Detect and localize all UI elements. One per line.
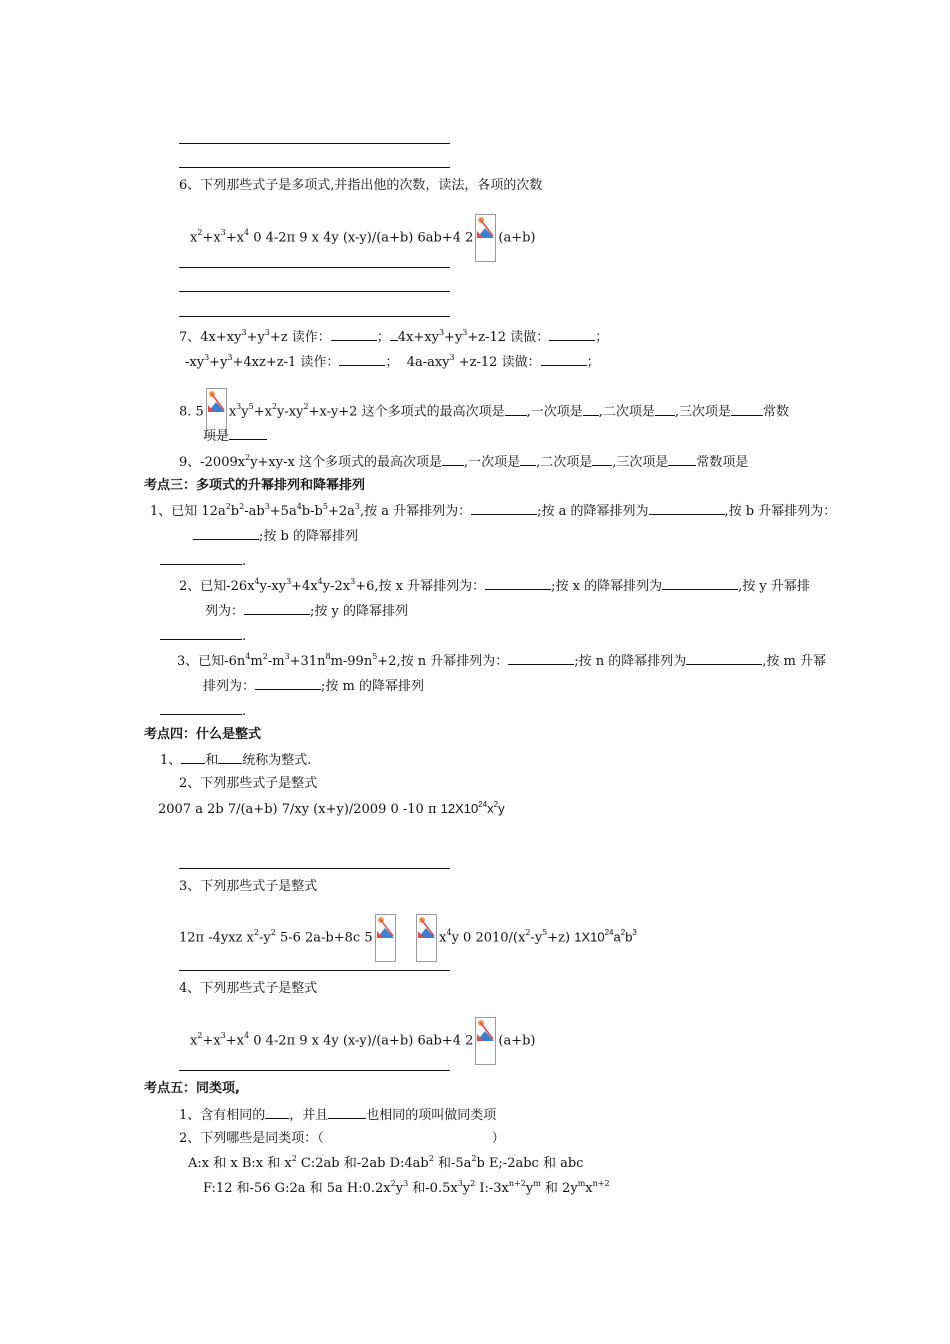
sup: 3 — [227, 352, 233, 362]
kp4-question-2 — [179, 775, 317, 793]
text: ，并且 — [289, 1108, 329, 1123]
blank[interactable] — [731, 402, 763, 416]
kp3-question-1-line-3 — [160, 551, 246, 571]
kp5-question-2 — [179, 1130, 505, 1148]
section-title-kp4 — [144, 726, 261, 744]
question-6-text: 6、下列那些式子是多项式,并指出他的次数，读法，各项的次数 — [179, 178, 543, 193]
blank[interactable] — [193, 526, 259, 540]
sup: 2 — [470, 1178, 476, 1188]
kp4-question-4-expressions — [190, 1017, 535, 1065]
text: y-xy — [259, 579, 287, 594]
sup: 2 — [271, 402, 278, 412]
sup: 5 — [372, 651, 378, 661]
blank[interactable] — [668, 452, 696, 466]
text: ； — [385, 355, 399, 370]
kp3-question-2-line-3 — [160, 626, 246, 646]
blank[interactable] — [549, 327, 595, 341]
broken-image-icon — [416, 914, 437, 962]
text: ； — [376, 330, 390, 345]
blank[interactable] — [686, 651, 762, 665]
text: ,二次项是 — [536, 455, 593, 470]
text: 1、已知 12a — [150, 504, 226, 519]
text: 项是 — [203, 429, 230, 444]
text: . — [242, 704, 247, 719]
text: y-2x — [322, 579, 351, 594]
text: y — [462, 1181, 471, 1196]
kp3-question-2-line-2 — [205, 601, 408, 621]
kp3-question-2 — [179, 576, 810, 596]
text: ,按 a 升幂排列为： — [359, 504, 472, 519]
text: ； — [595, 330, 609, 345]
text: y 0 2010/(x — [451, 930, 526, 946]
text: x — [190, 1033, 198, 1049]
text: 1、 — [160, 753, 182, 768]
text: b-b — [301, 504, 323, 519]
blank[interactable] — [541, 352, 587, 366]
sup: 5 — [248, 402, 254, 412]
kp3-question-3 — [177, 651, 826, 671]
sup: 2 — [525, 928, 531, 938]
blank[interactable] — [649, 501, 725, 515]
sup: 2 — [303, 402, 309, 412]
text: y-xy — [277, 404, 304, 420]
blank[interactable] — [244, 601, 310, 615]
text: I:-3x — [475, 1181, 509, 1196]
sup: 2 — [291, 1153, 297, 1163]
answer-line — [179, 970, 450, 971]
answer-line — [179, 167, 450, 168]
answer-line — [179, 316, 450, 317]
expr: 0 4-2π 9 x 4y (x-y)/(a+b) 6ab+4 2 — [249, 230, 474, 246]
answer-line — [179, 291, 450, 292]
blank[interactable] — [339, 352, 385, 366]
text: x — [487, 801, 494, 816]
broken-image-icon — [475, 1017, 496, 1065]
text: 2、已知-26x — [179, 579, 255, 594]
sup: 24 — [478, 799, 488, 809]
sup: n+2 — [508, 1178, 526, 1188]
sup: 2 — [270, 928, 276, 938]
text: ;按 m 的降幂排列 — [321, 679, 424, 694]
blank[interactable] — [328, 1105, 366, 1119]
text: +5a — [269, 504, 297, 519]
text: a — [613, 929, 621, 945]
text: 3、已知-6n — [177, 654, 246, 669]
text: y+xy-x 这个多项式的最高次项是 — [250, 455, 442, 470]
text: ;按 y 的降幂排列 — [310, 604, 409, 619]
text: 7、4x+xy — [179, 330, 242, 345]
text: ,三次项是 — [674, 404, 731, 420]
text: 和-0.5x — [408, 1181, 458, 1196]
text: 12π -4yxz x — [179, 930, 254, 946]
text: ,按 y 升幂排 — [738, 579, 810, 594]
sup: 3 — [350, 576, 356, 586]
text: ;按 a 的降幂排列为 — [537, 504, 649, 519]
blank[interactable] — [160, 626, 242, 640]
blank[interactable] — [655, 402, 675, 416]
text: ;按 b 的降幂排列 — [259, 529, 358, 544]
sup: 5 — [542, 928, 548, 938]
sup: 2 — [225, 501, 231, 511]
text: m — [250, 654, 263, 669]
kp4-question-2-expressions — [158, 800, 505, 819]
text: +x — [202, 1033, 221, 1049]
blank[interactable] — [442, 452, 464, 466]
blank[interactable] — [255, 676, 321, 690]
question-6 — [179, 177, 542, 195]
text: 8. 5 — [179, 404, 204, 420]
question-7-line-2 — [185, 352, 600, 372]
text: ,三次项是 — [612, 455, 669, 470]
kp3-question-1 — [150, 501, 836, 521]
blank[interactable] — [592, 452, 612, 466]
text: 2007 a 2b 7/(a+b) 7/xy (x+y)/2009 0 -10 π — [158, 802, 441, 817]
blank[interactable] — [160, 551, 242, 565]
blank[interactable] — [583, 402, 599, 416]
sup: 3 — [264, 501, 270, 511]
broken-image-icon — [475, 214, 496, 262]
blank[interactable] — [505, 402, 527, 416]
sup: 4 — [446, 928, 452, 938]
text: 2、下列那些式子是整式 — [179, 776, 318, 791]
text: +x-y+2 这个多项式的最高次项是 — [308, 404, 505, 420]
sup: m — [577, 1178, 586, 1188]
sup: 2 — [197, 228, 203, 238]
text: 9、-2009x — [179, 455, 246, 470]
sup: 3 — [632, 928, 637, 938]
blank[interactable] — [471, 501, 537, 515]
sup: n+2 — [592, 1178, 610, 1188]
text: +z 读作： — [269, 330, 331, 345]
text: x — [439, 930, 447, 946]
text: ,按 b 升幂排列为： — [724, 504, 837, 519]
sup: 8 — [325, 651, 331, 661]
text: ,二次项是 — [598, 404, 655, 420]
text: 考点三：多项式的升幂排列和降幂排列 — [144, 478, 366, 493]
answer-line — [179, 143, 450, 144]
expr: (a+b) — [498, 230, 536, 246]
expr: x — [190, 230, 198, 246]
kp3-question-3-line-3 — [160, 701, 246, 721]
sup: 4 — [254, 576, 260, 586]
text: ,一次项是 — [463, 455, 521, 470]
sup: 2 — [245, 452, 251, 462]
text: 12X10 — [440, 801, 479, 816]
blank[interactable] — [662, 576, 738, 590]
text: 3、下列那些式子是整式 — [179, 879, 318, 894]
text: +31n — [289, 654, 326, 669]
text: b — [230, 504, 240, 519]
text: 常数 — [763, 404, 790, 420]
text: m-99n — [330, 654, 373, 669]
question-7-line-1 — [179, 327, 608, 347]
blank[interactable] — [218, 750, 242, 764]
text: +x — [225, 1033, 244, 1049]
sup: 3 — [286, 576, 292, 586]
text: 和 — [205, 753, 219, 768]
text: 和-5a — [433, 1156, 472, 1171]
sup: 2 — [620, 928, 626, 938]
sup: 3 — [204, 352, 210, 362]
sup: 3 — [236, 402, 242, 412]
sup: 24 — [604, 928, 614, 938]
sup: 3 — [264, 327, 270, 337]
sup: 3 — [241, 327, 247, 337]
sup: 2 — [262, 651, 268, 661]
text: +y — [246, 330, 265, 345]
text: ;按 n 的降幂排列为 — [574, 654, 687, 669]
sup: 4 — [317, 576, 323, 586]
text: 4a-axy — [406, 355, 450, 370]
text: +z-12 读做： — [454, 355, 541, 370]
sup: 3 — [403, 1178, 409, 1188]
text: +4x — [291, 579, 318, 594]
text: A:x 和 x B:x 和 x — [188, 1156, 292, 1171]
blank[interactable] — [520, 452, 536, 466]
text: 0 4-2π 9 x 4y (x-y)/(a+b) 6ab+4 2 — [249, 1033, 474, 1049]
text: 5-6 2a-b+8c 5 — [275, 930, 373, 946]
text: +y — [444, 330, 463, 345]
sup: 3 — [284, 651, 290, 661]
text: +y — [209, 355, 228, 370]
text: 也相同的项叫做同类项 — [366, 1108, 497, 1123]
kp4-question-1 — [160, 750, 311, 770]
question-8 — [179, 388, 789, 436]
sup: 2 — [239, 501, 245, 511]
text: +4xz+z-1 读作： — [232, 355, 340, 370]
kp3-question-1-line-2 — [193, 526, 358, 546]
blank[interactable] — [485, 576, 551, 590]
text: +z) — [547, 930, 575, 946]
text: +x — [253, 404, 272, 420]
text: 4x+xy — [397, 330, 439, 345]
text: (a+b) — [498, 1033, 536, 1049]
text: 考点五：同类项, — [144, 1081, 240, 1096]
text: C:2ab 和-2ab D:4ab — [296, 1156, 429, 1171]
text: +6,按 x 升幂排列为： — [355, 579, 486, 594]
text: 常数项是 — [696, 455, 749, 470]
question-8-line-2 — [203, 426, 267, 446]
sup: 2 — [390, 1178, 396, 1188]
blank[interactable] — [265, 1105, 289, 1119]
kp4-question-3-expressions — [179, 914, 637, 962]
text: -m — [267, 654, 285, 669]
kp4-question-4 — [179, 980, 317, 998]
text: +z-12 读做： — [467, 330, 550, 345]
sup: 4 — [245, 651, 251, 661]
blank[interactable] — [229, 426, 267, 440]
kp5-question-1 — [179, 1105, 496, 1125]
kp4-question-3 — [179, 878, 317, 896]
question-6-expressions — [190, 214, 535, 262]
blank[interactable] — [331, 327, 377, 341]
sup: 4 — [244, 1031, 250, 1041]
text: 4、下列那些式子是整式 — [179, 981, 318, 996]
text: -ab — [244, 504, 265, 519]
blank[interactable] — [390, 327, 398, 341]
text: ;按 x 的降幂排列为 — [551, 579, 663, 594]
text: y — [395, 1181, 404, 1196]
sup: 3 — [449, 352, 455, 362]
text: y — [498, 801, 505, 816]
sup: 2 — [493, 799, 499, 809]
blank[interactable] — [508, 651, 574, 665]
blank[interactable] — [160, 701, 242, 715]
sup: 3 — [220, 228, 226, 238]
sup: 3 — [457, 1178, 463, 1188]
broken-image-icon — [375, 914, 396, 962]
text: +2a — [327, 504, 355, 519]
text: F:12 和-56 G:2a 和 5a H:0.2x — [203, 1181, 391, 1196]
expr: +x — [225, 230, 244, 246]
text: x — [228, 404, 237, 420]
text: b — [625, 929, 633, 945]
text: 考点四：什么是整式 — [144, 727, 262, 742]
answer-line — [179, 868, 450, 869]
text: ； — [586, 355, 600, 370]
text: -y — [530, 930, 543, 946]
text: ,按 m 升幂 — [762, 654, 826, 669]
sup: 3 — [220, 1031, 226, 1041]
blank[interactable] — [181, 750, 205, 764]
sup: 2 — [428, 1153, 434, 1163]
text: . — [242, 629, 247, 644]
sup: 2 — [471, 1153, 477, 1163]
text: y — [241, 404, 249, 420]
sup: 4 — [296, 501, 302, 511]
text: -xy — [185, 355, 205, 370]
sup: 3 — [462, 327, 468, 337]
kp5-options-2 — [203, 1180, 610, 1198]
sup: 3 — [438, 327, 445, 337]
answer-line — [179, 1070, 450, 1071]
text: b E;-2abc 和 abc — [476, 1156, 584, 1171]
kp5-options-1 — [188, 1155, 583, 1173]
sup: 4 — [244, 228, 250, 238]
text: 1、含有相同的 — [179, 1108, 266, 1123]
text: 1X10 — [574, 929, 605, 945]
question-9 — [179, 452, 748, 472]
text: x — [585, 1181, 593, 1196]
sup: 2 — [197, 1031, 203, 1041]
sup: m — [533, 1178, 541, 1188]
section-title-kp5 — [144, 1080, 240, 1098]
text: 2、下列哪些是同类项：（ — [179, 1131, 324, 1146]
text: +2,按 n 升幂排列为： — [377, 654, 509, 669]
section-title-kp3 — [144, 477, 365, 495]
text: . — [242, 554, 247, 569]
text: -y — [258, 930, 271, 946]
kp3-question-3-line-2 — [203, 676, 424, 696]
text: ） — [491, 1131, 505, 1146]
sup: 2 — [253, 928, 259, 938]
sup: 3 — [354, 501, 360, 511]
text: ,一次项是 — [526, 404, 583, 420]
text: 排列为： — [203, 679, 256, 694]
sup: 5 — [322, 501, 328, 511]
text: 统称为整式. — [242, 753, 312, 768]
text: 列为： — [205, 604, 245, 619]
text: 和 2y — [540, 1181, 578, 1196]
text: y — [525, 1181, 534, 1196]
expr: +x — [202, 230, 221, 246]
answer-line — [179, 267, 450, 268]
